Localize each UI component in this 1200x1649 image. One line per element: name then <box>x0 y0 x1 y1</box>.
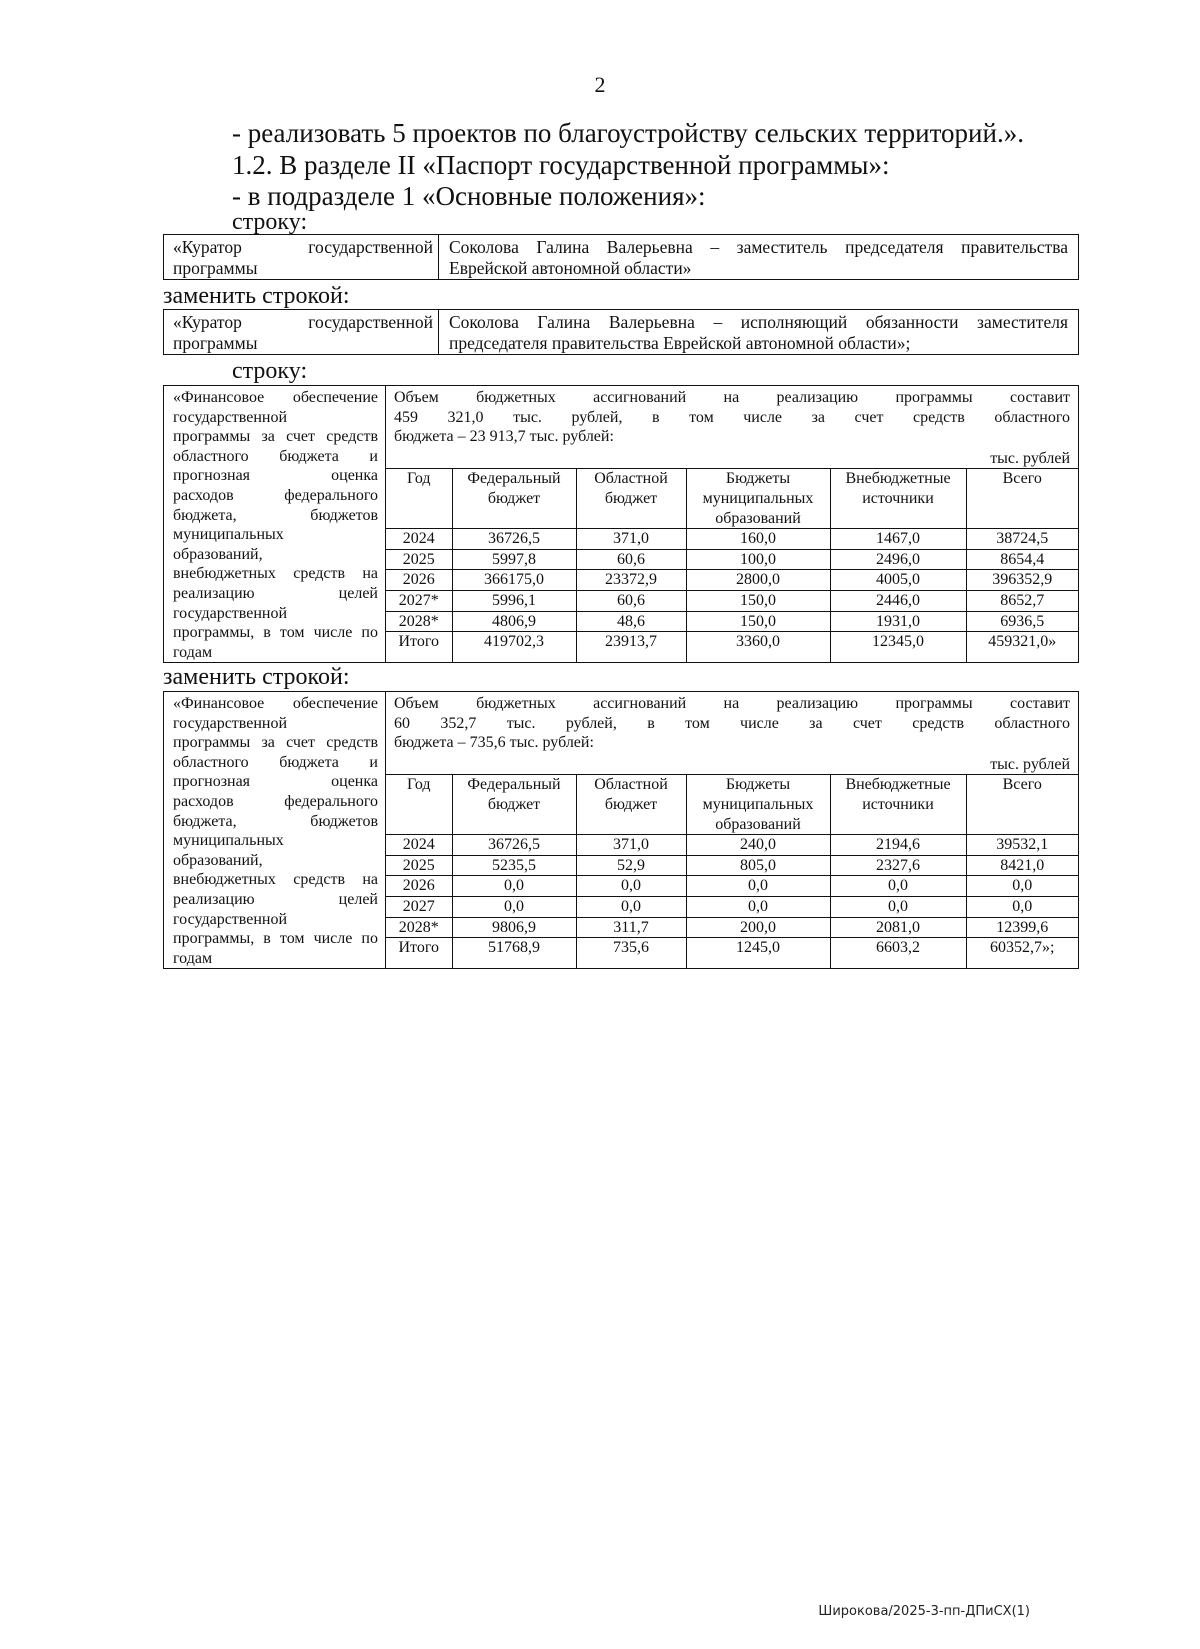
kurator-new-right <box>439 310 1079 355</box>
fin-old-intro <box>386 386 1078 447</box>
cell-total: 8654,4 <box>966 549 1078 570</box>
kurator-new-left-line2: программы <box>173 333 258 353</box>
table-row <box>386 896 1078 917</box>
header-total: Всего <box>966 775 1078 835</box>
table-row <box>386 549 1078 570</box>
cell-year: Итого <box>386 938 452 968</box>
cell-extrabudget: 1931,0 <box>830 611 966 632</box>
table-row-total <box>386 632 1078 662</box>
fin-left-line: программы за счет средств <box>173 734 378 752</box>
cell-municipal: 805,0 <box>686 855 830 876</box>
header-extrabudget: Внебюджетные источники <box>830 775 966 835</box>
fin-left-line: годам <box>173 949 213 967</box>
header-year: Год <box>386 469 452 529</box>
fin-old-unit: тыс. рублей <box>990 449 1070 467</box>
cell-federal: 419702,3 <box>452 632 576 662</box>
cell-total: 12399,6 <box>966 917 1078 938</box>
cell-regional: 735,6 <box>576 938 686 968</box>
cell-regional: 0,0 <box>576 896 686 917</box>
header-federal: Федеральный бюджет <box>452 469 576 529</box>
kurator-old-right-line1: Соколова Галина Валерьевна – заместитель председателя правительства <box>449 237 1068 257</box>
fin-left-line: программы, в том числе по <box>173 624 378 642</box>
fin-left-line: годам <box>173 643 213 661</box>
fin-old-left <box>164 386 386 663</box>
kurator-old-right <box>439 235 1079 280</box>
document-footer-code: Широкова/2025-3-пп-ДПиСХ(1) <box>818 1604 1030 1619</box>
header-regional: Областной бюджет <box>576 775 686 835</box>
cell-federal: 9806,9 <box>452 917 576 938</box>
cell-year: 2027* <box>386 590 452 611</box>
cell-municipal: 0,0 <box>686 876 830 897</box>
cell-year: 2027 <box>386 896 452 917</box>
cell-year: 2024 <box>386 835 452 856</box>
cell-municipal: 3360,0 <box>686 632 830 662</box>
fin-left-line: государственной <box>173 604 288 622</box>
cell-year: 2026 <box>386 876 452 897</box>
fin-old-table <box>163 385 1079 663</box>
cell-federal: 51768,9 <box>452 938 576 968</box>
fin-new-intro-line1: Объем бюджетных ассигнований на реализацию программы составит <box>394 695 1070 712</box>
fin-left-line: прогнозная оценка <box>173 467 378 485</box>
table-header-row <box>386 775 1078 835</box>
cell-municipal: 150,0 <box>686 611 830 632</box>
cell-regional: 23913,7 <box>576 632 686 662</box>
fin-left-line: «Финансовое обеспечение <box>173 695 378 712</box>
fin-left-line: бюджета, бюджетов <box>173 506 378 524</box>
table-row <box>386 570 1078 591</box>
page-number: 2 <box>594 72 606 97</box>
fin-left-line: государственной <box>173 910 288 928</box>
fin-old-data-table <box>386 468 1078 661</box>
fin-left-line: расходов федерального <box>173 792 378 810</box>
fin-old-intro-line1: Объем бюджетных ассигнований на реализацию программы составит <box>394 389 1070 406</box>
fin-new-data-table <box>386 774 1078 967</box>
table-row <box>386 917 1078 938</box>
label-zamenit: заменить строкой: <box>163 664 350 690</box>
cell-federal: 4806,9 <box>452 611 576 632</box>
header-total: Всего <box>966 469 1078 529</box>
kurator-old-left-line1: «Куратор государственной <box>173 237 433 257</box>
label-stroku: строку: <box>232 358 308 384</box>
cell-total: 8421,0 <box>966 855 1078 876</box>
cell-extrabudget: 12345,0 <box>830 632 966 662</box>
cell-extrabudget: 2081,0 <box>830 917 966 938</box>
header-federal: Федеральный бюджет <box>452 775 576 835</box>
kurator-new-left <box>164 310 439 355</box>
table-row <box>386 855 1078 876</box>
table-row <box>386 611 1078 632</box>
fin-left-line: государственной <box>173 714 288 732</box>
cell-total: 396352,9 <box>966 570 1078 591</box>
text-line-section: 1.2. В разделе II «Паспорт государственной программы»: <box>232 150 890 180</box>
cell-total: 0,0 <box>966 896 1078 917</box>
cell-year: 2028* <box>386 917 452 938</box>
cell-year: 2025 <box>386 855 452 876</box>
cell-extrabudget: 1467,0 <box>830 529 966 550</box>
table-row <box>386 876 1078 897</box>
cell-regional: 48,6 <box>576 611 686 632</box>
cell-regional: 311,7 <box>576 917 686 938</box>
cell-federal: 366175,0 <box>452 570 576 591</box>
cell-year: Итого <box>386 632 452 662</box>
fin-left-line: программы за счет средств <box>173 428 378 446</box>
kurator-new-right-line1: Соколова Галина Валерьевна – исполняющий обязанности заместителя <box>449 312 1068 332</box>
cell-total: 459321,0» <box>966 632 1078 662</box>
cell-regional: 371,0 <box>576 835 686 856</box>
label-stroku: строку: <box>232 209 308 235</box>
header-extrabudget: Внебюджетные источники <box>830 469 966 529</box>
cell-regional: 60,6 <box>576 549 686 570</box>
cell-regional: 23372,9 <box>576 570 686 591</box>
cell-municipal: 100,0 <box>686 549 830 570</box>
label-zamenit: заменить строкой: <box>163 283 350 309</box>
fin-left-line: прогнозная оценка <box>173 773 378 791</box>
kurator-old-table <box>163 234 1079 280</box>
cell-federal: 5996,1 <box>452 590 576 611</box>
cell-extrabudget: 4005,0 <box>830 570 966 591</box>
cell-total: 39532,1 <box>966 835 1078 856</box>
fin-left-line: муниципальных <box>173 832 284 850</box>
fin-left-line: муниципальных <box>173 526 284 544</box>
cell-regional: 0,0 <box>576 876 686 897</box>
fin-new-right <box>386 692 1079 969</box>
cell-municipal: 160,0 <box>686 529 830 550</box>
cell-municipal: 0,0 <box>686 896 830 917</box>
header-year: Год <box>386 775 452 835</box>
table-row <box>386 835 1078 856</box>
fin-left-line: «Финансовое обеспечение <box>173 389 378 406</box>
cell-federal: 5997,8 <box>452 549 576 570</box>
cell-regional: 52,9 <box>576 855 686 876</box>
fin-new-left <box>164 692 386 969</box>
cell-extrabudget: 2446,0 <box>830 590 966 611</box>
cell-extrabudget: 2496,0 <box>830 549 966 570</box>
fin-old-intro-line2: 459 321,0 тыс. рублей, в том числе за счет средств областного <box>394 408 1070 426</box>
fin-left-line: бюджета, бюджетов <box>173 812 378 830</box>
fin-left-line: расходов федерального <box>173 486 378 504</box>
fin-left-line: внебюджетных средств на <box>173 871 378 889</box>
fin-left-line: реализацию целей <box>173 890 378 908</box>
cell-federal: 5235,5 <box>452 855 576 876</box>
kurator-old-right-line2: Еврейской автономной области» <box>449 258 692 278</box>
cell-extrabudget: 2194,6 <box>830 835 966 856</box>
fin-new-intro <box>386 692 1078 753</box>
cell-municipal: 240,0 <box>686 835 830 856</box>
cell-total: 0,0 <box>966 876 1078 897</box>
cell-federal: 0,0 <box>452 876 576 897</box>
cell-total: 38724,5 <box>966 529 1078 550</box>
cell-regional: 60,6 <box>576 590 686 611</box>
fin-left-line: реализацию целей <box>173 584 378 602</box>
fin-left-line: образований, <box>173 545 263 563</box>
header-regional: Областной бюджет <box>576 469 686 529</box>
fin-left-line: программы, в том числе по <box>173 930 378 948</box>
cell-municipal: 2800,0 <box>686 570 830 591</box>
kurator-old-left <box>164 235 439 280</box>
cell-total: 6936,5 <box>966 611 1078 632</box>
fin-new-intro-line3: бюджета – 735,6 тыс. рублей: <box>394 734 594 752</box>
fin-left-line: внебюджетных средств на <box>173 565 378 583</box>
cell-regional: 371,0 <box>576 529 686 550</box>
fin-new-unit: тыс. рублей <box>990 755 1070 773</box>
fin-left-line: областного бюджета и <box>173 447 378 465</box>
table-row-total <box>386 938 1078 968</box>
fin-old-right <box>386 386 1079 663</box>
cell-total: 8652,7 <box>966 590 1078 611</box>
kurator-new-left-line1: «Куратор государственной <box>173 312 433 332</box>
header-municipal: Бюджеты муниципальных образований <box>686 775 830 835</box>
cell-municipal: 1245,0 <box>686 938 830 968</box>
fin-old-intro-line3: бюджета – 23 913,7 тыс. рублей: <box>394 428 614 446</box>
cell-municipal: 150,0 <box>686 590 830 611</box>
fin-new-table <box>163 691 1079 969</box>
cell-extrabudget: 0,0 <box>830 876 966 897</box>
cell-extrabudget: 2327,6 <box>830 855 966 876</box>
fin-left-line: государственной <box>173 408 288 426</box>
cell-extrabudget: 0,0 <box>830 896 966 917</box>
fin-new-intro-line2: 60 352,7 тыс. рублей, в том числе за счет средств областного <box>394 714 1070 732</box>
text-line-subsection: - в подразделе 1 «Основные положения»: <box>232 181 706 211</box>
header-municipal: Бюджеты муниципальных образований <box>686 469 830 529</box>
cell-federal: 0,0 <box>452 896 576 917</box>
kurator-old-left-line2: программы <box>173 258 258 278</box>
text-line-projects: - реализовать 5 проектов по благоустройству сельских территорий.». <box>232 118 1024 148</box>
cell-year: 2026 <box>386 570 452 591</box>
table-header-row <box>386 469 1078 529</box>
cell-extrabudget: 6603,2 <box>830 938 966 968</box>
cell-federal: 36726,5 <box>452 835 576 856</box>
table-row <box>386 529 1078 550</box>
cell-year: 2028* <box>386 611 452 632</box>
cell-federal: 36726,5 <box>452 529 576 550</box>
cell-year: 2025 <box>386 549 452 570</box>
fin-left-line: областного бюджета и <box>173 753 378 771</box>
kurator-new-right-line2: председателя правительства Еврейской автономной области»; <box>449 333 911 353</box>
fin-left-line: образований, <box>173 851 263 869</box>
table-row <box>386 590 1078 611</box>
cell-total: 60352,7»; <box>966 938 1078 968</box>
cell-municipal: 200,0 <box>686 917 830 938</box>
kurator-new-table <box>163 309 1079 355</box>
cell-year: 2024 <box>386 529 452 550</box>
